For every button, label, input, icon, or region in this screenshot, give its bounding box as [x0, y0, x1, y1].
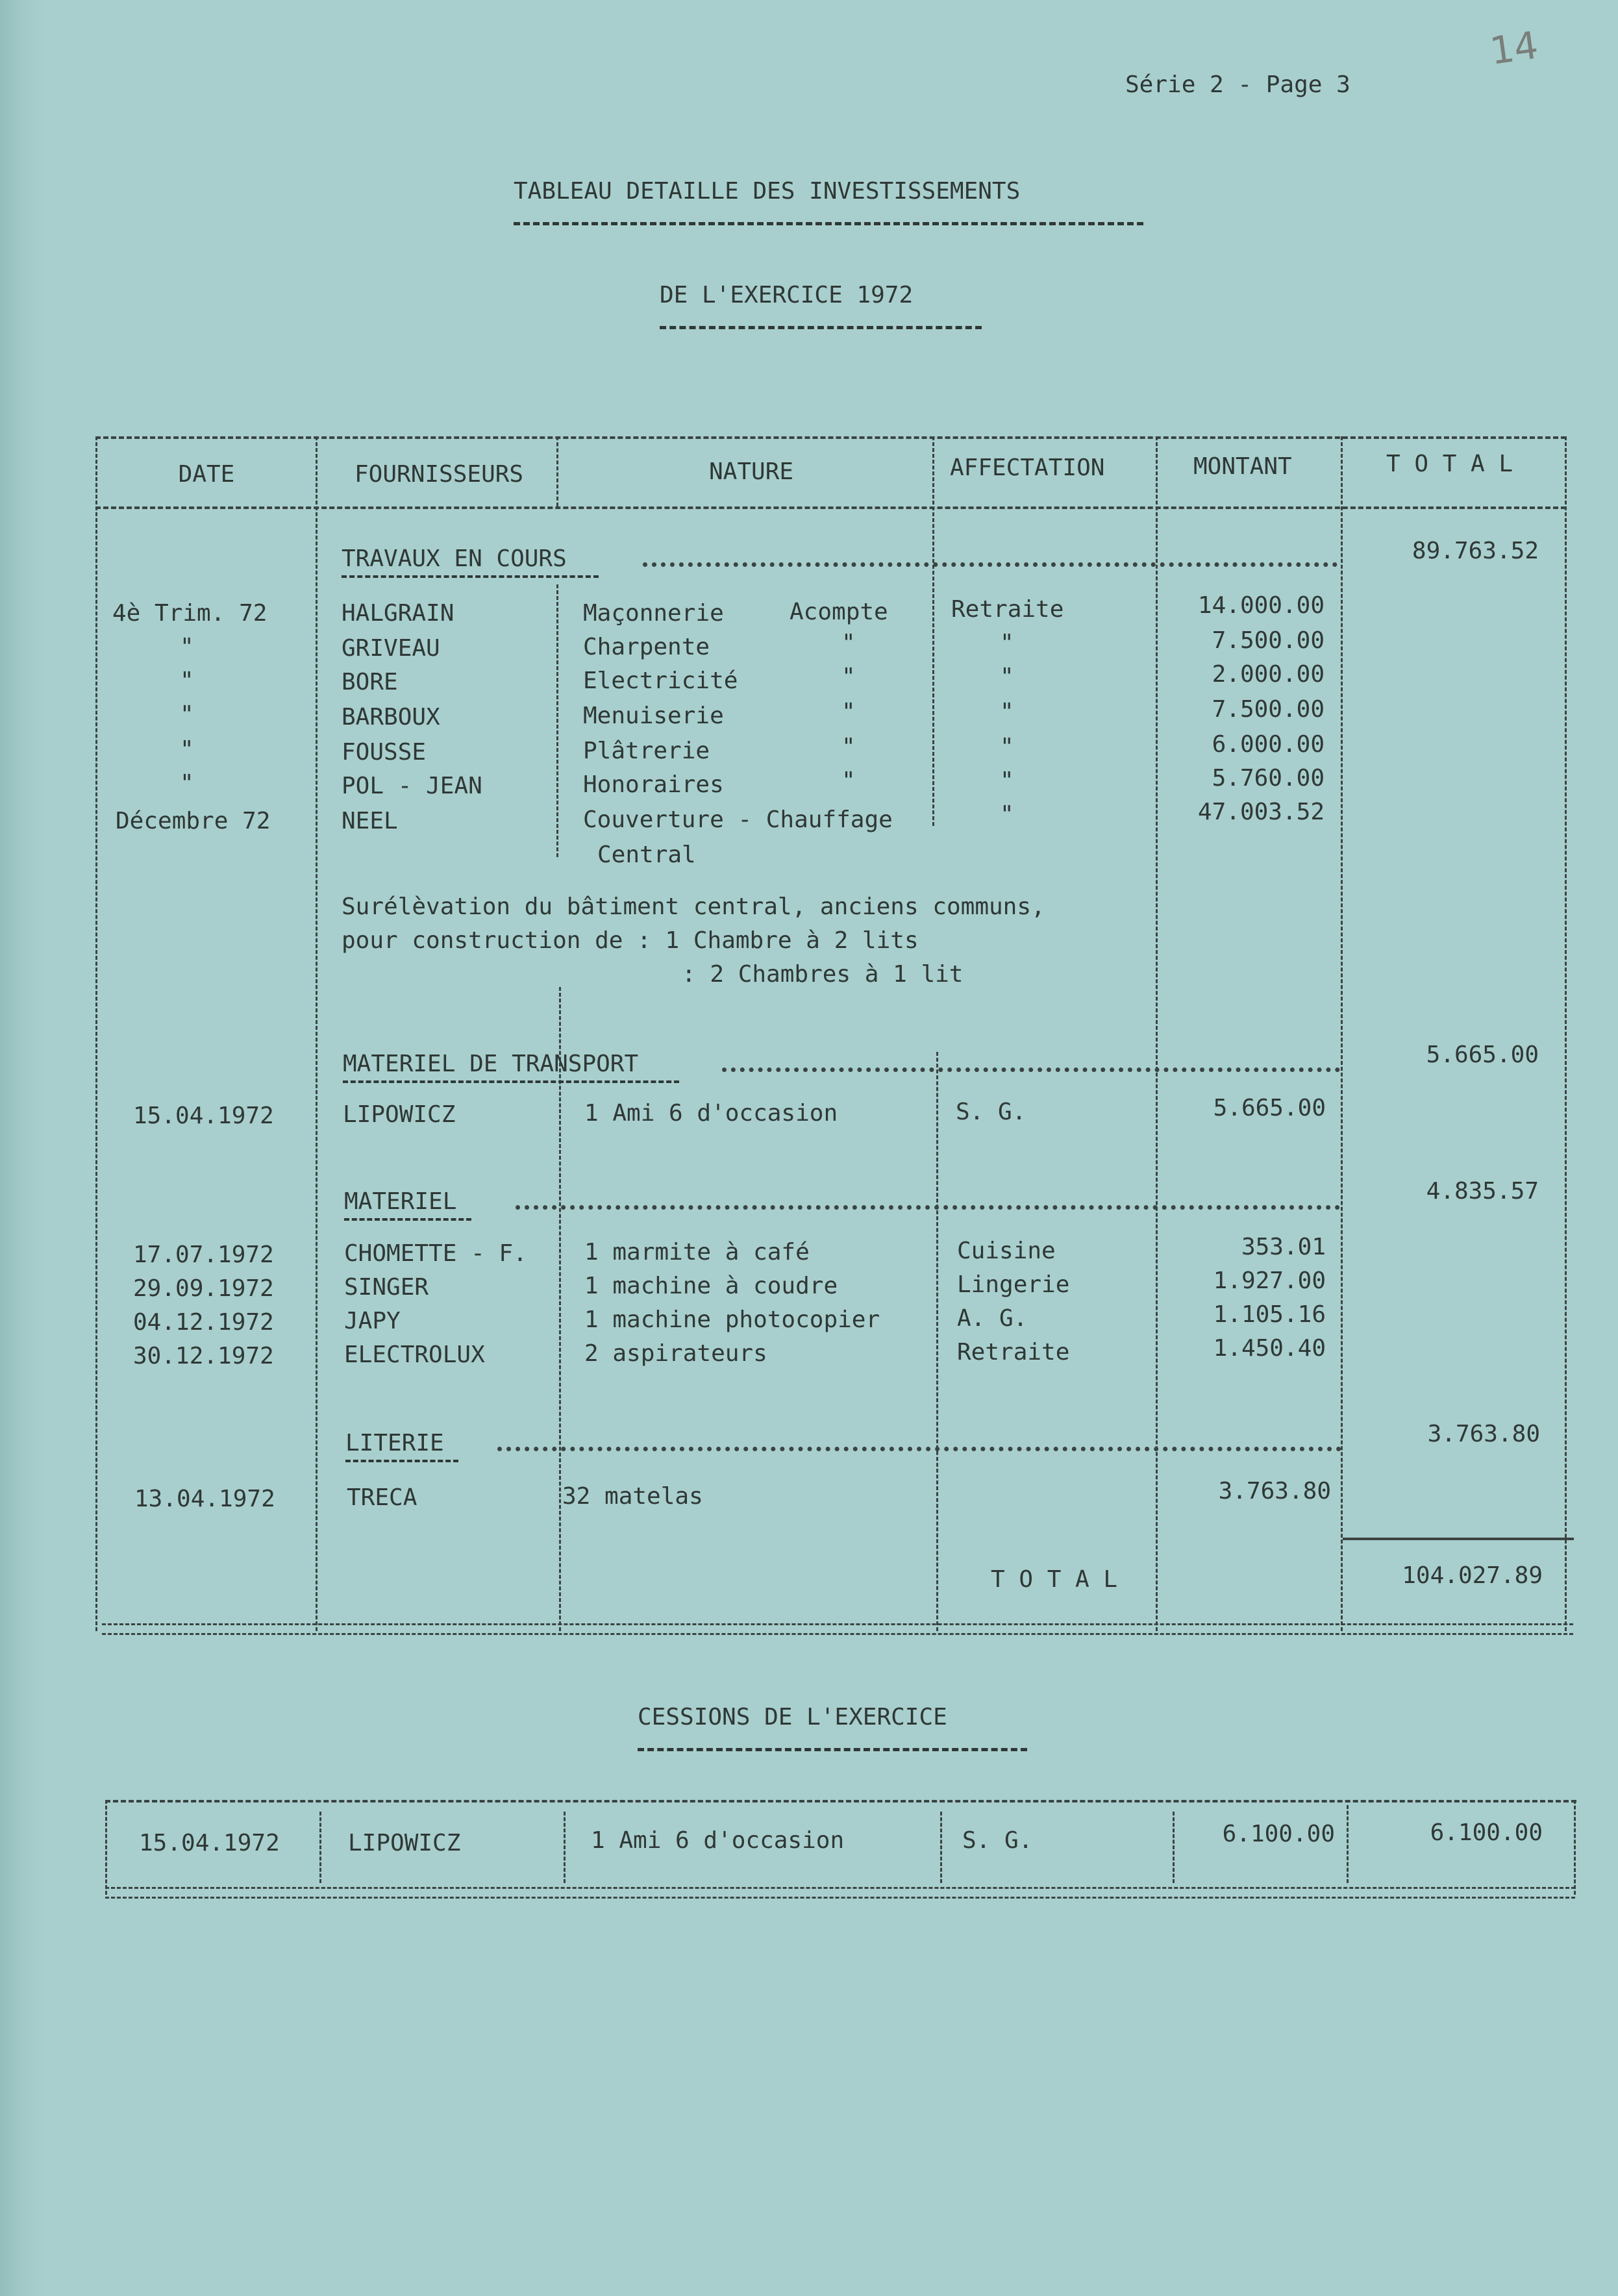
section-total: 4.835.57 [1426, 1178, 1539, 1204]
document-subtitle: DE L'EXERCICE 1972 [660, 282, 914, 308]
section-total: 89.763.52 [1412, 538, 1539, 564]
row-date: " [180, 736, 194, 763]
row-amount: 14.000.00 [1197, 592, 1325, 619]
row-nature: 32 matelas [562, 1483, 703, 1510]
disposals-col-separator [940, 1812, 942, 1883]
disposals-bottom-double-rule [105, 1887, 1575, 1899]
section-note-line: : 2 Chambres à 1 lit [682, 961, 964, 988]
section-underline [344, 1218, 471, 1221]
row-nature-note: " [841, 734, 856, 760]
row-nature: Plâtrerie [583, 738, 710, 764]
row-date: " [180, 770, 194, 797]
row-nature-note: " [841, 630, 856, 656]
row-nature: Maçonnerie [583, 600, 724, 627]
leader-dots [722, 1067, 1340, 1072]
row-assignment: " [1000, 801, 1014, 828]
column-header-assignment: AFFECTATION [950, 455, 1105, 481]
col-separator-assignment [1156, 436, 1158, 1631]
row-supplier: CHOMETTE - F. [344, 1240, 527, 1267]
title-underline [514, 222, 1143, 225]
row-nature-continuation: Central [597, 842, 696, 868]
disposal-amount: 6.100.00 [1222, 1821, 1335, 1847]
row-amount: 7.500.00 [1212, 696, 1325, 723]
disposals-col-separator [1173, 1812, 1175, 1883]
section-note-line: pour construction de : 1 Chambre à 2 lits [342, 927, 919, 954]
disposals-col-separator [1347, 1805, 1349, 1883]
subtitle-underline [660, 326, 982, 329]
leader-dots [516, 1205, 1340, 1210]
binding-edge [0, 0, 45, 2296]
col-separator-nature [932, 436, 934, 826]
column-header-date: DATE [178, 461, 235, 488]
row-supplier: TRECA [347, 1484, 417, 1511]
row-assignment: " [1000, 699, 1014, 725]
row-assignment: A. G. [957, 1305, 1028, 1332]
row-supplier: BARBOUX [342, 704, 440, 730]
disposals-col-separator [564, 1812, 566, 1883]
row-supplier: LIPOWICZ [343, 1101, 456, 1128]
row-date: " [180, 668, 194, 694]
row-date: 17.07.1972 [133, 1242, 274, 1268]
col-separator-supplier [556, 584, 558, 857]
row-nature: Menuiserie [583, 703, 724, 729]
section-total: 5.665.00 [1426, 1042, 1539, 1068]
row-date: Décembre 72 [116, 808, 271, 834]
row-supplier: BORE [342, 669, 398, 695]
row-amount: 1.927.00 [1213, 1267, 1326, 1294]
row-date: 04.12.1972 [133, 1309, 274, 1336]
row-nature-note: Acompte [790, 599, 888, 625]
grand-total-rule [1343, 1538, 1574, 1540]
page-reference: Série 2 - Page 3 [1125, 71, 1350, 98]
section-heading-works: TRAVAUX EN COURS [342, 545, 567, 572]
row-supplier: JAPY [344, 1308, 401, 1334]
row-date: " [180, 634, 194, 660]
row-assignment: " [1000, 767, 1014, 794]
column-header-nature: NATURE [709, 458, 794, 485]
row-date: 30.12.1972 [133, 1343, 274, 1369]
row-amount: 5.760.00 [1212, 765, 1325, 792]
row-assignment: Retraite [951, 596, 1064, 623]
handwritten-page-number: 14 [1487, 23, 1541, 73]
row-date: 13.04.1972 [134, 1486, 275, 1512]
row-amount: 1.105.16 [1213, 1301, 1326, 1328]
section-heading-bedding: LITERIE [345, 1430, 444, 1456]
row-amount: 1.450.40 [1213, 1335, 1326, 1362]
row-amount: 5.665.00 [1213, 1095, 1326, 1121]
section-heading-equipment: MATERIEL [344, 1188, 457, 1215]
row-amount: 2.000.00 [1212, 661, 1325, 688]
section-underline [343, 1080, 679, 1083]
row-assignment: " [1000, 664, 1014, 690]
disposals-right-border [1574, 1800, 1576, 1895]
disposal-date: 15.04.1972 [139, 1830, 280, 1856]
row-assignment: S. G. [956, 1099, 1027, 1125]
grand-total-label: T O T A L [991, 1566, 1118, 1593]
table-right-border [1565, 436, 1567, 1631]
disposal-nature: 1 Ami 6 d'occasion [591, 1827, 845, 1854]
col-separator-supplier-head [556, 436, 558, 506]
col-separator-nature-lower [936, 1052, 938, 1631]
row-assignment: Retraite [957, 1339, 1070, 1366]
col-separator-amount [1341, 436, 1343, 1631]
disposals-left-border [105, 1800, 107, 1895]
disposals-title: CESSIONS DE L'EXERCICE [638, 1704, 947, 1730]
section-heading-transport: MATERIEL DE TRANSPORT [343, 1051, 639, 1077]
disposals-title-underline [638, 1748, 1027, 1751]
row-nature: Honoraires [583, 771, 724, 798]
section-underline [345, 1460, 458, 1462]
col-separator-supplier-lower [559, 987, 561, 1631]
row-assignment: " [1000, 630, 1014, 656]
disposals-top-border [105, 1800, 1576, 1803]
row-nature: 1 Ami 6 d'occasion [584, 1100, 838, 1127]
row-nature: Charpente [583, 634, 710, 660]
row-amount: 6.000.00 [1212, 731, 1325, 758]
document-title: TABLEAU DETAILLE DES INVESTISSEMENTS [514, 178, 1021, 205]
disposal-total: 6.100.00 [1430, 1819, 1543, 1846]
table-left-border [95, 436, 97, 1631]
column-header-total: T O T A L [1386, 451, 1513, 477]
row-nature-note: " [841, 664, 856, 690]
row-amount: 47.003.52 [1197, 799, 1325, 825]
row-date: " [180, 701, 194, 728]
row-assignment: Cuisine [957, 1238, 1056, 1264]
row-nature: 1 machine photocopier [584, 1306, 880, 1333]
leader-dots [497, 1447, 1341, 1451]
col-separator-date [316, 436, 317, 1631]
row-amount: 353.01 [1241, 1234, 1326, 1260]
row-amount: 3.763.80 [1218, 1478, 1331, 1504]
row-nature: 1 machine à coudre [584, 1273, 838, 1299]
row-nature: Electricité [583, 668, 738, 694]
row-supplier: GRIVEAU [342, 635, 440, 662]
row-nature: Couverture - Chauffage [583, 806, 893, 833]
row-assignment: Lingerie [957, 1271, 1070, 1298]
row-supplier: SINGER [344, 1274, 429, 1301]
section-note-line: Surélèvation du bâtiment central, anciens communs, [342, 893, 1045, 920]
row-supplier: HALGRAIN [342, 600, 454, 627]
disposal-supplier: LIPOWICZ [348, 1830, 461, 1856]
section-underline [342, 575, 599, 578]
leader-dots [643, 562, 1338, 567]
row-supplier: NEEL [342, 808, 398, 834]
row-amount: 7.500.00 [1212, 627, 1325, 654]
grand-total-value: 104.027.89 [1402, 1562, 1543, 1589]
disposals-col-separator [319, 1812, 321, 1883]
row-date: 4è Trim. 72 [112, 600, 268, 627]
row-assignment: " [1000, 734, 1014, 760]
section-total: 3.763.80 [1427, 1421, 1540, 1447]
row-date: 15.04.1972 [133, 1103, 274, 1129]
row-date: 29.09.1972 [133, 1275, 274, 1302]
row-supplier: ELECTROLUX [344, 1341, 485, 1368]
column-header-amount: MONTANT [1193, 453, 1292, 480]
row-supplier: POL - JEAN [342, 773, 482, 799]
row-nature: 1 marmite à café [584, 1239, 810, 1266]
row-nature-note: " [841, 699, 856, 725]
row-nature-note: " [841, 767, 856, 794]
row-supplier: FOUSSE [342, 739, 427, 766]
table-bottom-double-rule [102, 1623, 1573, 1635]
column-header-suppliers: FOURNISSEURS [355, 461, 524, 488]
disposal-assignment: S. G. [962, 1827, 1033, 1854]
row-nature: 2 aspirateurs [584, 1340, 767, 1367]
